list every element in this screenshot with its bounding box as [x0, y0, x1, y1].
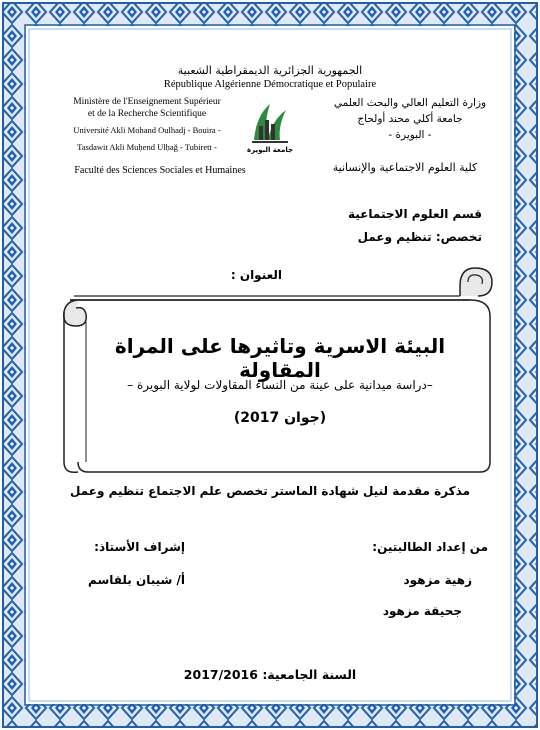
specialty: تخصص: تنظيم وعمل [357, 230, 482, 244]
logo-caption: جامعة البويرة [246, 146, 294, 154]
student-name-1: زهية مزهود [403, 573, 472, 587]
academic-year-label: السنة الجامعية: [262, 667, 357, 682]
supervisor-name: أ/ شيبان بلقاسم [88, 573, 185, 587]
supervisor-label: إشراف الأستاذ: [94, 540, 185, 554]
thesis-subtitle: –دراسة ميدانية على عينة من النساء المقاولات لولاية البويرة – [127, 378, 433, 392]
university-ar: جامعة أكلي محند أولحاج [357, 113, 463, 125]
department: قسم العلوم الاجتماعية [348, 207, 482, 221]
university-fr: Université Akli Mohand Oulhadj - Bouira - [73, 125, 221, 135]
republic-french: République Algérienne Démocratique et Populaire [163, 79, 377, 90]
faculty-ar: كلية العلوم الاجتماعية والإنسانية [332, 161, 478, 174]
thesis-title: البيئة الاسرية وتاثيرها على المراة المقاولة [114, 334, 446, 382]
city-ar: - البويرة - [388, 129, 432, 141]
academic-year-value: 2017/2016 [183, 667, 258, 682]
students-label: من إعداد الطالبتين: [372, 540, 488, 554]
academic-year [180, 667, 360, 682]
university-berber: Tasdawit Akli Muḥend Ulḥağ - Tubirett - [77, 142, 217, 152]
thesis-date: (جوان 2017) [233, 410, 327, 426]
republic-arabic: الجمهورية الجزائرية الديمقراطية الشعبية [177, 64, 363, 77]
ministry-ar: وزارة التعليم العالي والبحث العلمي [333, 97, 487, 109]
title-label: العنوان : [230, 268, 282, 282]
ministry-fr-1: Ministère de l'Enseignement Supérieur [73, 97, 221, 107]
student-name-2: جحيقة مزهود [382, 604, 462, 618]
memo-statement: مذكرة مقدمة لنيل شهادة الماستر تخصص علم الاجتماع تنظيم وعمل [69, 484, 471, 498]
faculty-fr: Faculté des Sciences Sociales et Humaines [74, 165, 246, 176]
ministry-fr-2: et de la Recherche Scientifique [87, 109, 207, 119]
